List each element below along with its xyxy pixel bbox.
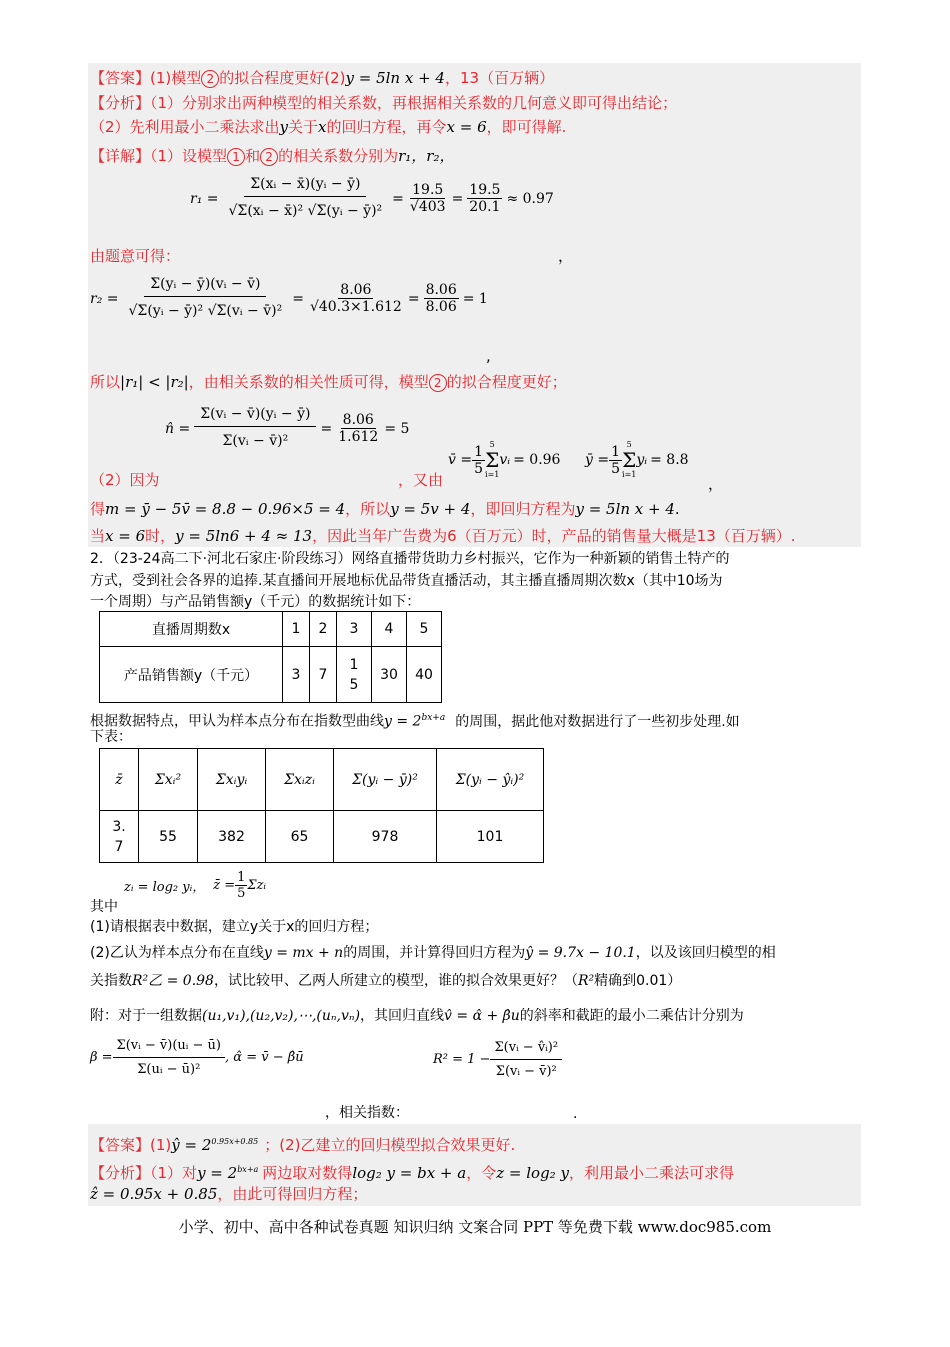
answer-1-line: 【答案】(1)模型 2 的拟合程度更好(2)y = 5ln x + 4，13（百万辆）	[90, 69, 555, 87]
formula-end-dot: .	[573, 1106, 578, 1122]
question-1: (1)请根据表中数据，建立y关于x的回归方程；	[90, 919, 379, 935]
table-cell: 5	[407, 612, 442, 647]
analysis-2-line-1: 【分析】（1）对$y = 2^{bx+a}$ 两边取对数得log₂ y = bx + a，令z = log₂ y，利用最小二乘法可求得	[90, 1164, 734, 1182]
analysis-tag: 【分析】	[90, 94, 151, 112]
footer-text: 小学、初中、高中各种试卷真题 知识归纳 文案合同 PPT 等免费下载 www.doc985.com	[178, 1218, 772, 1236]
table-cell: 3	[283, 647, 310, 703]
table-cell: 1	[283, 612, 310, 647]
ybar-formula: ȳ = $\frac{1}{5}$ 5 Σ i=1 yᵢ = 8.8	[585, 440, 689, 479]
analysis-tag: 【分析】	[90, 1164, 151, 1182]
table-cell: 382	[198, 811, 266, 863]
get-line: 得m = ȳ − 5v̄ = 8.8 − 0.96×5 = 4，所以y = 5v + 4，即回归方程为y = 5ln x + 4.	[90, 500, 680, 518]
table-cell: 101	[437, 811, 544, 863]
question-2-line-2: 关指数R²乙 = 0.98，试比较甲、乙两人所建立的模型，谁的拟合效果更好？（R²精确到0.01）	[90, 973, 682, 989]
problem-2-line-2: 方式，受到社会各界的追捧.某直播间开展地标优品带货直播活动，其主播直播周期次数x（其中10场为	[90, 573, 723, 589]
vbar-formula: v̄ = $\frac{1}{5}$ 5 Σ i=1 vᵢ = 0.96	[448, 440, 561, 479]
ybar-comma: ，	[708, 475, 724, 493]
table-processed	[99, 748, 544, 863]
also-label: ，又由	[398, 471, 444, 489]
formula: y = 5ln x + 4	[345, 69, 445, 87]
table-header-cell: Σxᵢ²	[139, 749, 198, 811]
circled-number-2: 2	[201, 70, 219, 88]
table-row	[100, 811, 544, 863]
problem-2-line-1: 2．（23-24高二下·河北石家庄·阶段练习）网络直播带货助力乡村振兴，它作为一种新颖的销售土特产的	[90, 551, 730, 567]
table-cell: 40	[407, 647, 442, 703]
data-processing-line-2: 下表：	[90, 729, 132, 745]
table-header-cell: Σxᵢzᵢ	[266, 749, 334, 811]
answer-tag: 【答案】	[90, 69, 151, 87]
beta-formula: β = $\frac{\text{Σ(vᵢ − v̄)(uᵢ − ū)}}{\text{Σ(uᵢ − ū)²}}$ , α̂ = v̄ − β̂ū	[90, 1034, 304, 1081]
R2-formula: R² = 1 − $\frac{\text{Σ(vᵢ − v̂ᵢ)²}}{\text{Σ(vᵢ − v̄)²}}$	[433, 1036, 562, 1083]
analysis-2-line-2: ẑ = 0.95x + 0.85，由此可得回归方程；	[90, 1185, 368, 1203]
problem-2-line-3: 一个周期）与产品销售额y（千元）的数据统计如下：	[90, 594, 421, 610]
page-footer	[0, 1216, 950, 1237]
table-cell: 2	[310, 612, 337, 647]
z-note: zᵢ = log₂ yᵢ， z̄ = $\frac{1}{5}$ Σzᵢ	[124, 870, 267, 901]
among-label: 其中	[90, 899, 118, 915]
table-header-cell: z̄	[100, 749, 139, 811]
r2-formula: r₂ = $\frac{\text{Σ(yᵢ − ȳ)(vᵢ − v̄)}}{\text{√Σ(yᵢ − ȳ)² √Σ(vᵢ − v̄)²}}$ = $\frac{8.06}{√40.3\times 1.612}$ = $\frac{8.06}{8.06}$ = 1	[90, 272, 488, 325]
table-header-cell: Σ(yᵢ − ȳ)²	[334, 749, 437, 811]
table-cycles-sales	[99, 611, 442, 703]
n-hat-formula: n̂ = $\frac{\text{Σ(vᵢ − v̄)(yᵢ − ȳ)}}{\text{Σ(vᵢ − v̄)²}}$ = $\frac{8.06}{1.612}$ = 5	[165, 402, 409, 455]
table-cell: 65	[266, 811, 334, 863]
so-line: 所以|r₁| < |r₂|，由相关系数的相关性质可得，模型 2 的拟合程度更好；	[90, 373, 567, 391]
table-header-cell: 产品销售额y（千元）	[100, 647, 283, 703]
table-cell: 7	[310, 647, 337, 703]
table-cell: 55	[139, 811, 198, 863]
analysis-1-line-1: 【分析】（1）分别求出两种模型的相关系数，再根据相关系数的几何意义即可得出结论；	[90, 94, 678, 112]
table-cell: 4	[372, 612, 407, 647]
table-cell: 3	[337, 612, 372, 647]
corr-label: ，相关指数：	[325, 1105, 409, 1121]
table-header-cell: Σ(yᵢ − ŷᵢ)²	[437, 749, 544, 811]
r2-comma: ,	[486, 347, 491, 365]
table-row	[100, 612, 442, 647]
table-row	[100, 749, 544, 811]
table-cell: 30	[372, 647, 407, 703]
when-line: 当x = 6时，y = 5ln6 + 4 ≈ 13，因此当年广告费为6（百万元）时，产品的销售量大概是13（百万辆）.	[90, 527, 796, 545]
detail-tag: 【详解】	[90, 147, 151, 165]
answer-tag: 【答案】	[90, 1136, 151, 1154]
table-cell: 1 5	[337, 647, 372, 703]
answer-2-line: 【答案】(1)ŷ = $2^{0.95x+0.85}$ ；(2)乙建立的回归模型拟合效果更好.	[90, 1136, 516, 1154]
table-row	[100, 647, 442, 703]
appendix-line: 附：对于一组数据(u₁,v₁),(u₂,v₂),⋯,(uₙ,vₙ)，其回归直线v̂ = α̂ + β̂u的斜率和截距的最小二乘估计分别为	[90, 1008, 744, 1024]
table-cell: 978	[334, 811, 437, 863]
because-label: （2）因为	[90, 471, 160, 489]
derive-comma: ，	[558, 247, 574, 265]
table-header-cell: 直播周期数x	[100, 612, 283, 647]
detail-1-line-1: 【详解】（1）设模型 1 和 2 的相关系数分别为r₁，r₂，	[90, 147, 455, 165]
analysis-1-line-2: （2）先利用最小二乘法求出y关于x的回归方程，再令x = 6，即可得解.	[90, 118, 567, 136]
r1-formula: r₁ = $\frac{\text{Σ(xᵢ − x̄)(yᵢ − ȳ)}}{\text{√Σ(xᵢ − x̄)² √Σ(yᵢ − ȳ)²}}$ = $\frac{19.5}{√403}$ = $\frac{19.5}{20.1}$ ≈ 0.97	[190, 172, 554, 225]
table-cell: 3. 7	[100, 811, 139, 863]
derive-line: 由题意可得：	[90, 247, 181, 265]
table-header-cell: Σxᵢyᵢ	[198, 749, 266, 811]
data-processing-line: 根据数据特点，甲认为样本点分布在指数型曲线$y = 2^{bx+a}$ 的周围，据此他对数据进行了一些初步处理.如	[90, 713, 740, 730]
question-2-line-1: (2)乙认为样本点分布在直线y = mx + n的周围，并计算得回归方程为ŷ = 9.7x − 10.1，以及该回归模型的相	[90, 945, 776, 961]
